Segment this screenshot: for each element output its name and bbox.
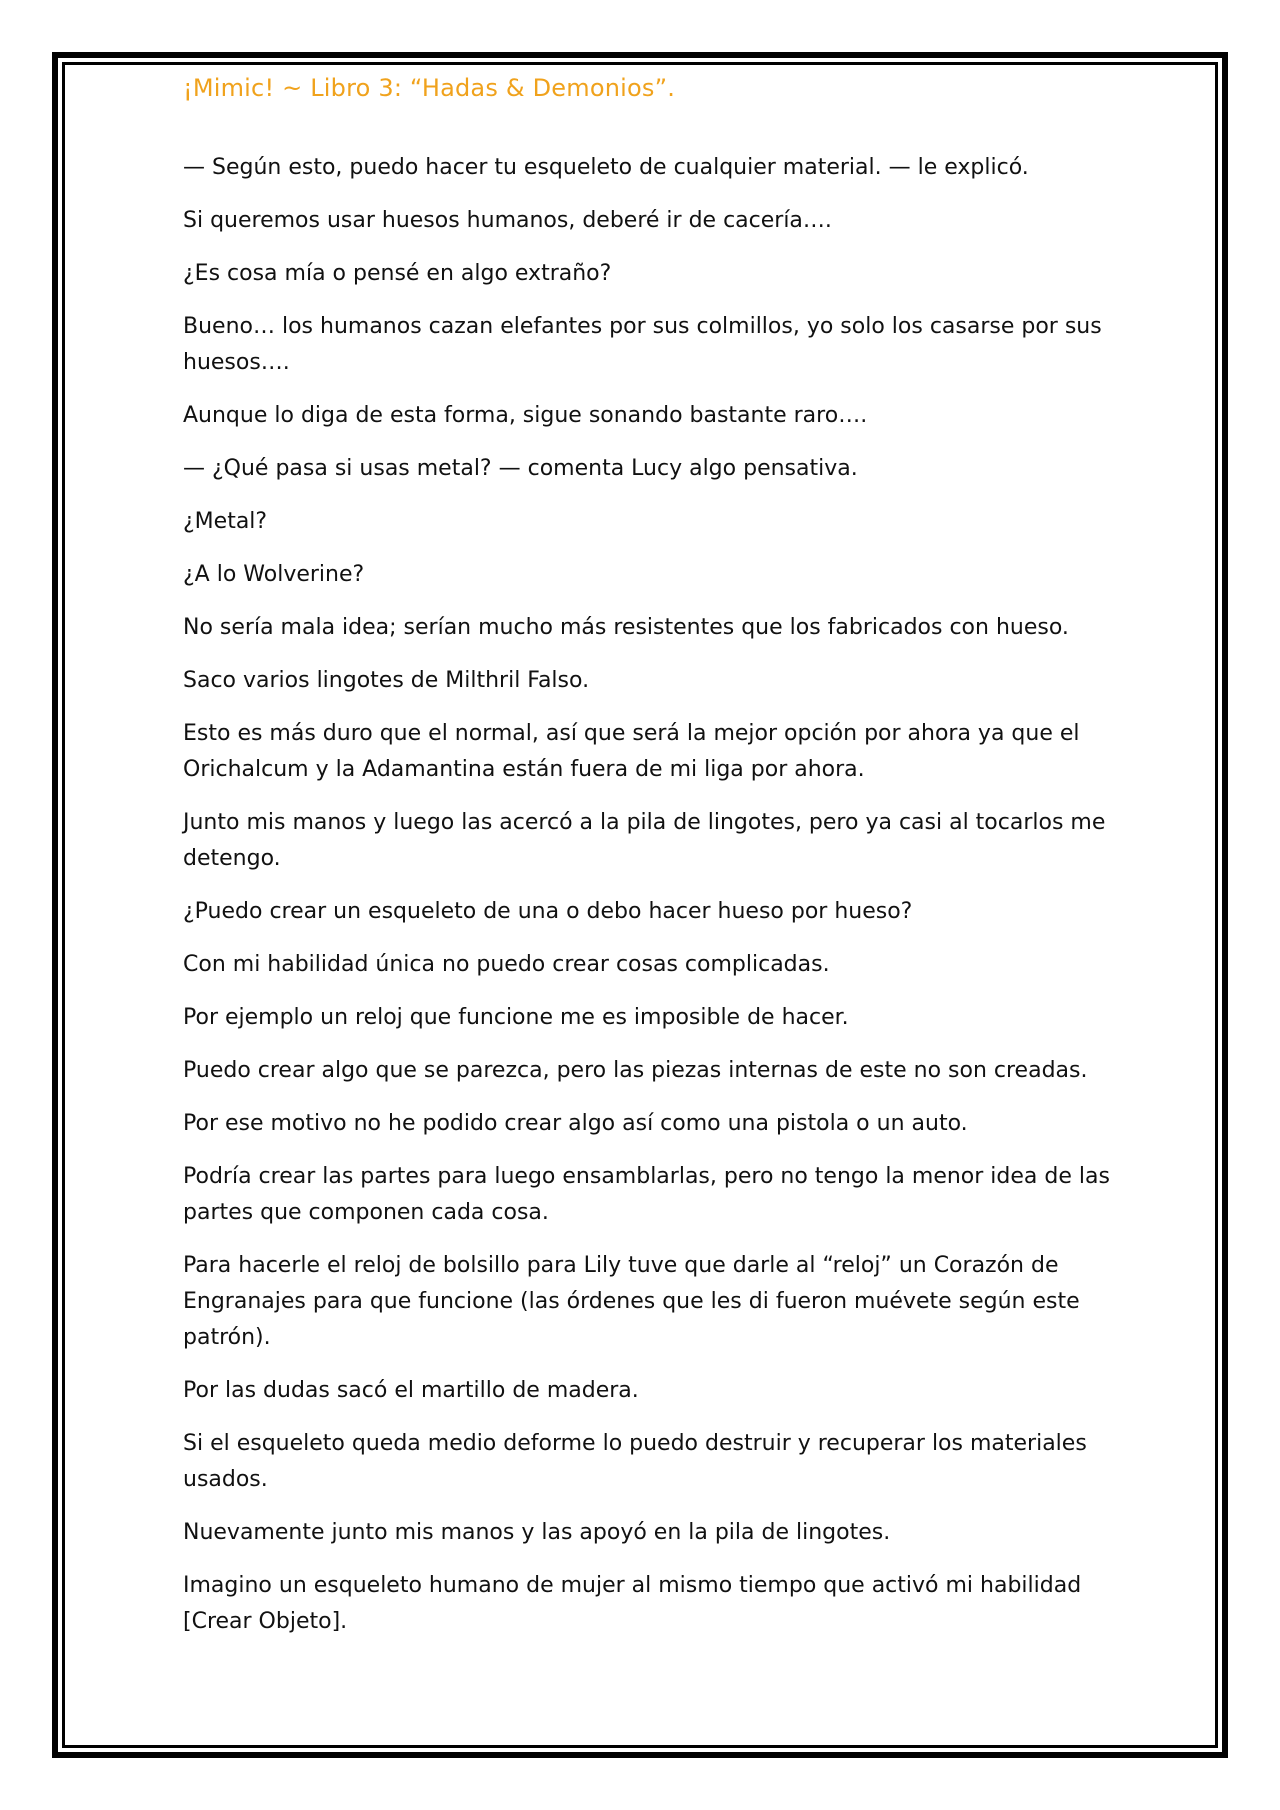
paragraph: Bueno… los humanos cazan elefantes por sus colmillos, yo solo los casarse por sus huesos…. <box>183 314 1102 375</box>
paragraph: Para hacerle el reloj de bolsillo para Lily tuve que darle al “reloj” un Corazón de Engranajes para que funcione (las órdenes que les di fueron muévete según este patrón). <box>183 1253 1080 1350</box>
paragraph: Esto es más duro que el normal, así que será la mejor opción por ahora ya que el Orichalcum y la Adamantina están fuera de mi liga por ahora. <box>183 721 1080 782</box>
paragraph: Imagino un esqueleto humano de mujer al mismo tiempo que activó mi habilidad [Crear Objeto]. <box>183 1573 1082 1634</box>
paragraph: Por ese motivo no he podido crear algo así como una pistola o un auto. <box>183 1111 968 1136</box>
paragraph: No sería mala idea; serían mucho más resistentes que los fabricados con hueso. <box>183 615 1069 640</box>
paragraph: ¿Es cosa mía o pensé en algo extraño? <box>183 261 612 286</box>
paragraph: ¿A lo Wolverine? <box>183 562 365 587</box>
paragraph: Junto mis manos y luego las acercó a la pila de lingotes, pero ya casi al tocarlos me detengo. <box>183 810 1106 871</box>
document-body <box>183 150 1113 1657</box>
paragraph: Podría crear las partes para luego ensamblarlas, pero no tengo la menor idea de las partes que componen cada cosa. <box>183 1164 1110 1225</box>
paragraph: ¿Puedo crear un esqueleto de una o debo hacer hueso por hueso? <box>183 899 913 924</box>
book-header-title: ¡Mimic! ~ Libro 3: “Hadas & Demonios”. <box>183 74 676 102</box>
paragraph: Por las dudas sacó el martillo de madera. <box>183 1378 639 1403</box>
paragraph: Saco varios lingotes de Milthril Falso. <box>183 668 590 693</box>
paragraph: — ¿Qué pasa si usas metal? — comenta Lucy algo pensativa. <box>183 456 858 481</box>
paragraph: Aunque lo diga de esta forma, sigue sonando bastante raro…. <box>183 403 868 428</box>
paragraph: — Según esto, puedo hacer tu esqueleto de cualquier material. — le explicó. <box>183 155 1029 180</box>
paragraph: Nuevamente junto mis manos y las apoyó en la pila de lingotes. <box>183 1520 891 1545</box>
paragraph: Si queremos usar huesos humanos, deberé ir de cacería…. <box>183 208 832 233</box>
paragraph: Puedo crear algo que se parezca, pero las piezas internas de este no son creadas. <box>183 1058 1088 1083</box>
paragraph: Por ejemplo un reloj que funcione me es imposible de hacer. <box>183 1005 849 1030</box>
paragraph: Si el esqueleto queda medio deforme lo puedo destruir y recuperar los materiales usados. <box>183 1431 1087 1492</box>
paragraph: Con mi habilidad única no puedo crear cosas complicadas. <box>183 952 830 977</box>
paragraph: ¿Metal? <box>183 509 268 534</box>
